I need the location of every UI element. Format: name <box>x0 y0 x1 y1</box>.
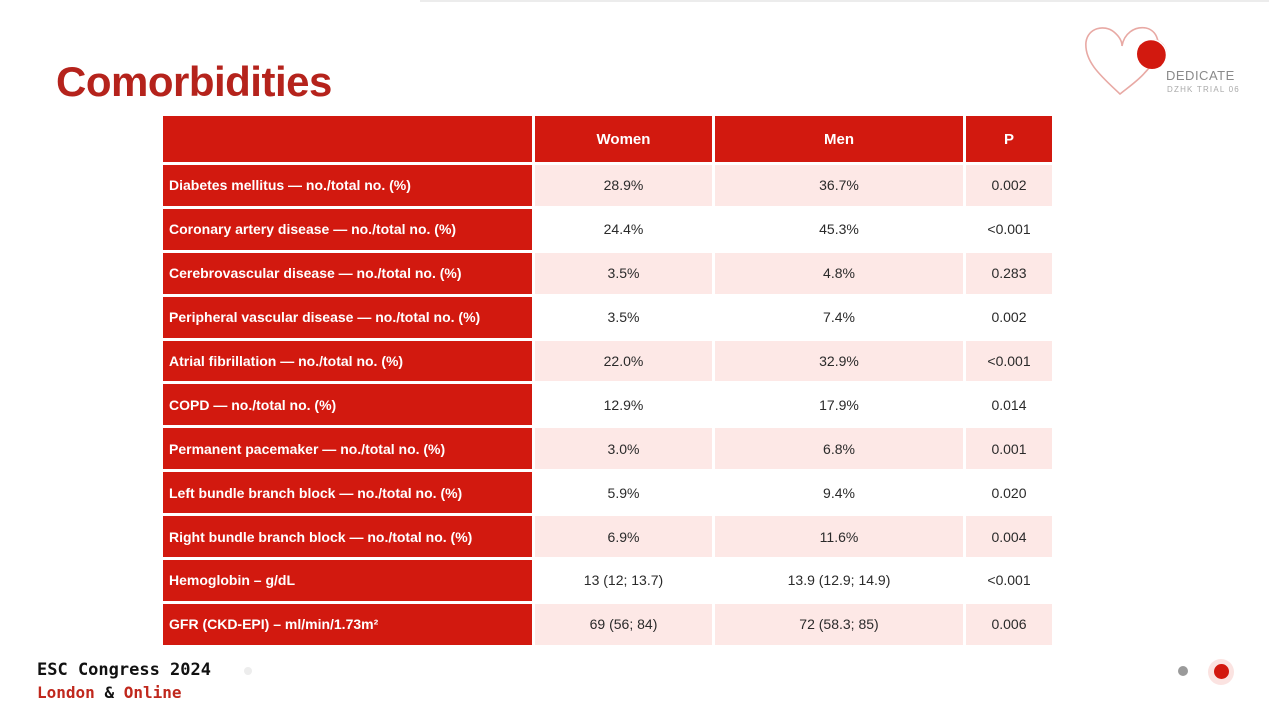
header-blank <box>163 116 532 162</box>
header-men: Men <box>715 116 963 162</box>
row-label: Right bundle branch block — no./total no. (%) <box>163 516 532 557</box>
women-value: 3.5% <box>535 297 712 338</box>
men-value: 32.9% <box>715 341 963 382</box>
row-label: Hemoglobin – g/dL <box>163 560 532 601</box>
slide-nav-dot-icon[interactable] <box>1178 666 1188 676</box>
women-value: 3.5% <box>535 253 712 294</box>
congress-ampersand: & <box>104 683 115 702</box>
congress-location <box>37 683 182 702</box>
men-value: 36.7% <box>715 165 963 206</box>
logo-name: DEDICATE <box>1166 68 1235 83</box>
header-p: P <box>966 116 1052 162</box>
comorbidities-table <box>160 113 1055 648</box>
p-value: <0.001 <box>966 560 1052 601</box>
men-value: 72 (58.3; 85) <box>715 604 963 645</box>
women-value: 22.0% <box>535 341 712 382</box>
women-value: 3.0% <box>535 428 712 469</box>
row-label: Peripheral vascular disease — no./total no. (%) <box>163 297 532 338</box>
men-value: 13.9 (12.9; 14.9) <box>715 560 963 601</box>
p-value: 0.002 <box>966 165 1052 206</box>
men-value: 4.8% <box>715 253 963 294</box>
table-row <box>163 341 1052 382</box>
p-value: 0.001 <box>966 428 1052 469</box>
row-label: Permanent pacemaker — no./total no. (%) <box>163 428 532 469</box>
table-row <box>163 165 1052 206</box>
women-value: 5.9% <box>535 472 712 513</box>
decorative-dot-icon <box>244 667 252 675</box>
women-value: 24.4% <box>535 209 712 250</box>
row-label: Coronary artery disease — no./total no. (%) <box>163 209 532 250</box>
p-value: 0.002 <box>966 297 1052 338</box>
p-value: <0.001 <box>966 209 1052 250</box>
women-value: 12.9% <box>535 384 712 425</box>
men-value: 7.4% <box>715 297 963 338</box>
women-value: 69 (56; 84) <box>535 604 712 645</box>
row-label: COPD — no./total no. (%) <box>163 384 532 425</box>
row-label: GFR (CKD-EPI) – ml/min/1.73m² <box>163 604 532 645</box>
p-value: 0.004 <box>966 516 1052 557</box>
table-row <box>163 604 1052 645</box>
row-label: Left bundle branch block — no./total no. (%) <box>163 472 532 513</box>
table-row <box>163 384 1052 425</box>
women-value: 6.9% <box>535 516 712 557</box>
women-value: 28.9% <box>535 165 712 206</box>
top-divider <box>420 0 1269 2</box>
women-value: 13 (12; 13.7) <box>535 560 712 601</box>
row-label: Atrial fibrillation — no./total no. (%) <box>163 341 532 382</box>
table-row <box>163 472 1052 513</box>
table-row <box>163 428 1052 469</box>
table-row <box>163 516 1052 557</box>
congress-city: London <box>37 683 95 702</box>
p-value: 0.020 <box>966 472 1052 513</box>
table-row <box>163 560 1052 601</box>
men-value: 9.4% <box>715 472 963 513</box>
slide-title: Comorbidities <box>56 58 332 105</box>
congress-name: ESC Congress 2024 <box>37 660 211 680</box>
men-value: 11.6% <box>715 516 963 557</box>
p-value: <0.001 <box>966 341 1052 382</box>
men-value: 6.8% <box>715 428 963 469</box>
men-value: 17.9% <box>715 384 963 425</box>
table-row <box>163 297 1052 338</box>
p-value: 0.006 <box>966 604 1052 645</box>
logo-subtitle: DZHK TRIAL 06 <box>1167 85 1240 94</box>
table-row <box>163 209 1052 250</box>
p-value: 0.283 <box>966 253 1052 294</box>
row-label: Cerebrovascular disease — no./total no. (%) <box>163 253 532 294</box>
congress-online: Online <box>123 683 182 702</box>
table-header-row <box>163 116 1052 162</box>
row-label: Diabetes mellitus — no./total no. (%) <box>163 165 532 206</box>
table-row <box>163 253 1052 294</box>
p-value: 0.014 <box>966 384 1052 425</box>
header-women: Women <box>535 116 712 162</box>
men-value: 45.3% <box>715 209 963 250</box>
active-slide-dot-icon[interactable] <box>1214 664 1229 679</box>
